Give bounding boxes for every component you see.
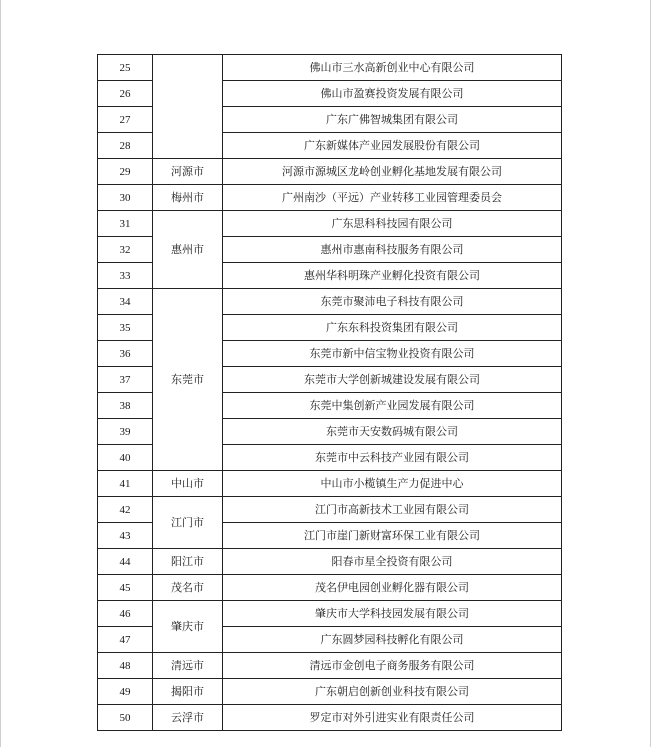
row-number: 25 (98, 55, 153, 81)
table-row (98, 549, 562, 575)
company-cell: 江门市高新技术工业园有限公司 (223, 497, 562, 523)
company-cell: 佛山市盈赛投资发展有限公司 (223, 81, 562, 107)
row-number: 42 (98, 497, 153, 523)
company-cell: 广东朝启创新创业科技有限公司 (223, 679, 562, 705)
city-cell: 河源市 (153, 159, 223, 185)
table-row (98, 575, 562, 601)
row-number: 26 (98, 81, 153, 107)
company-cell: 广东思科科技园有限公司 (223, 211, 562, 237)
company-cell: 罗定市对外引进实业有限责任公司 (223, 705, 562, 731)
company-cell: 广东新媒体产业园发展股份有限公司 (223, 133, 562, 159)
company-cell: 阳春市星全投资有限公司 (223, 549, 562, 575)
row-number: 36 (98, 341, 153, 367)
row-number: 28 (98, 133, 153, 159)
table-row (98, 471, 562, 497)
table-row (98, 653, 562, 679)
table-row (98, 497, 562, 523)
row-number: 27 (98, 107, 153, 133)
city-cell: 清远市 (153, 653, 223, 679)
row-number: 38 (98, 393, 153, 419)
city-cell: 江门市 (153, 497, 223, 549)
city-cell: 东莞市 (153, 289, 223, 471)
city-cell: 梅州市 (153, 185, 223, 211)
row-number: 47 (98, 627, 153, 653)
table-row (98, 679, 562, 705)
row-number: 46 (98, 601, 153, 627)
row-number: 45 (98, 575, 153, 601)
city-cell: 阳江市 (153, 549, 223, 575)
company-cell: 广州南沙（平远）产业转移工业园管理委员会 (223, 185, 562, 211)
row-number: 35 (98, 315, 153, 341)
row-number: 50 (98, 705, 153, 731)
table-row (98, 601, 562, 627)
company-cell: 佛山市三水高新创业中心有限公司 (223, 55, 562, 81)
company-cell: 东莞市大学创新城建设发展有限公司 (223, 367, 562, 393)
row-number: 32 (98, 237, 153, 263)
city-cell: 茂名市 (153, 575, 223, 601)
company-cell: 东莞市新中信宝物业投资有限公司 (223, 341, 562, 367)
row-number: 41 (98, 471, 153, 497)
company-cell: 东莞市中云科技产业园有限公司 (223, 445, 562, 471)
city-cell: 中山市 (153, 471, 223, 497)
company-cell: 清远市金创电子商务服务有限公司 (223, 653, 562, 679)
company-cell: 肇庆市大学科技园发展有限公司 (223, 601, 562, 627)
company-cell: 广东东科投资集团有限公司 (223, 315, 562, 341)
row-number: 48 (98, 653, 153, 679)
row-number: 37 (98, 367, 153, 393)
table-row (98, 705, 562, 731)
company-cell: 江门市崖门新财富环保工业有限公司 (223, 523, 562, 549)
row-number: 29 (98, 159, 153, 185)
row-number: 30 (98, 185, 153, 211)
company-cell: 中山市小榄镇生产力促进中心 (223, 471, 562, 497)
row-number: 33 (98, 263, 153, 289)
company-cell: 东莞市天安数码城有限公司 (223, 419, 562, 445)
company-cell: 惠州市惠南科技服务有限公司 (223, 237, 562, 263)
row-number: 43 (98, 523, 153, 549)
city-cell: 云浮市 (153, 705, 223, 731)
table-row (98, 159, 562, 185)
row-number: 44 (98, 549, 153, 575)
table-row (98, 289, 562, 315)
row-number: 31 (98, 211, 153, 237)
row-number: 40 (98, 445, 153, 471)
company-cell: 广东广佛智城集团有限公司 (223, 107, 562, 133)
page-edge-left (0, 0, 1, 747)
row-number: 49 (98, 679, 153, 705)
table-row (98, 55, 562, 81)
city-cell: 惠州市 (153, 211, 223, 289)
company-cell: 茂名伊电园创业孵化器有限公司 (223, 575, 562, 601)
table-row (98, 185, 562, 211)
row-number: 39 (98, 419, 153, 445)
table-row (98, 211, 562, 237)
incubator-list-table (97, 54, 562, 731)
company-cell: 东莞市聚沛电子科技有限公司 (223, 289, 562, 315)
city-cell: 揭阳市 (153, 679, 223, 705)
company-cell: 惠州华科明珠产业孵化投资有限公司 (223, 263, 562, 289)
city-cell: 肇庆市 (153, 601, 223, 653)
row-number: 34 (98, 289, 153, 315)
company-cell: 广东圆梦园科技孵化有限公司 (223, 627, 562, 653)
company-cell: 河源市源城区龙岭创业孵化基地发展有限公司 (223, 159, 562, 185)
company-cell: 东莞中集创新产业园发展有限公司 (223, 393, 562, 419)
city-cell (153, 55, 223, 159)
